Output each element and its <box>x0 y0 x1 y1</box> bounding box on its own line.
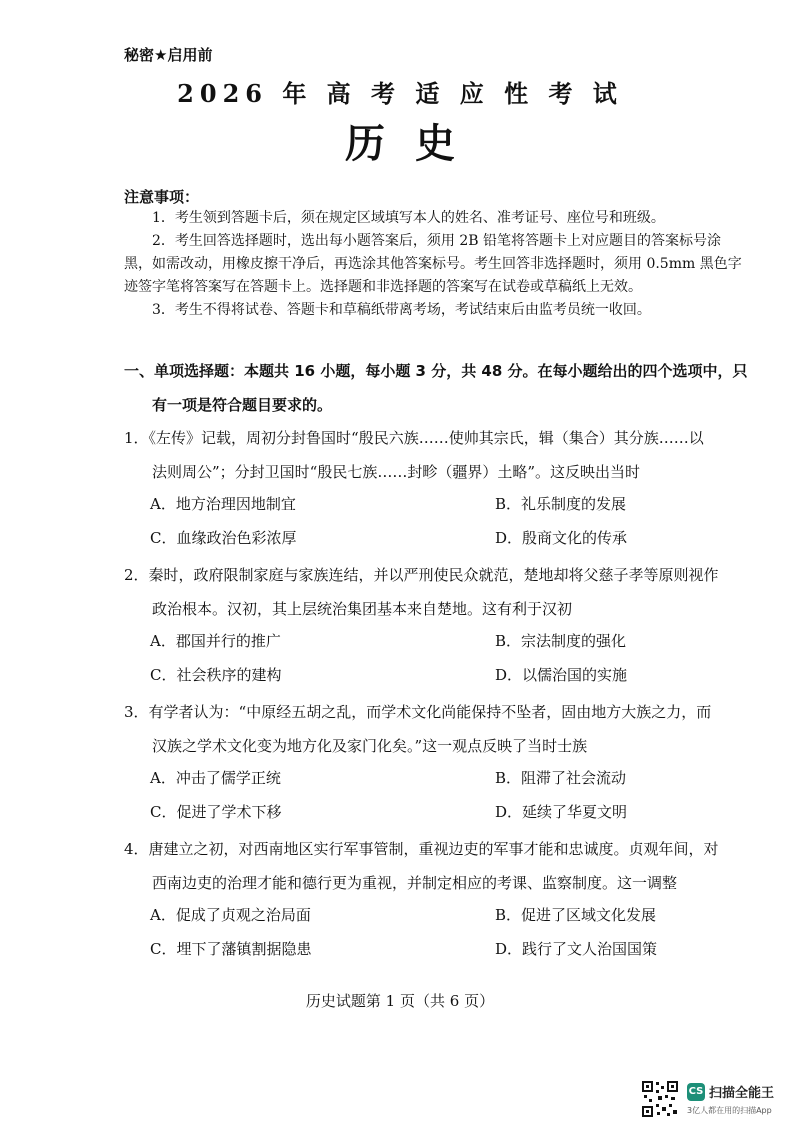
question-2-option-a: A．郡国并行的推广 <box>150 632 281 650</box>
question-2-option-c: C．社会秩序的建构 <box>150 666 282 684</box>
question-1-option-d: D．殷商文化的传承 <box>495 529 628 547</box>
question-2-stem <box>124 558 749 626</box>
question-2-stem-line2: 政治根本。汉初，其上层统治集团基本来自楚地。这有利于汉初 <box>152 600 573 618</box>
exam-title: 2026 年 高 考 适 应 性 考 试 <box>177 79 623 108</box>
section-heading-line1: 一、单项选择题：本题共 16 小题，每小题 3 分，共 48 分。在每小题给出的四个选项中，只 <box>124 362 748 380</box>
notice-item: 2．考生回答选择题时，选出每小题答案后，须用 2B 铅笔将答题卡上对应题目的答案标号涂黑，如需改动，用橡皮擦干净后，再选涂其他答案标号。考生回答非选择题时，须用 0.5mm 黑色字迹签字笔将答案写在答题卡上。选择题和非选择题的答案写在试卷或草稿纸上无效。 <box>124 233 742 295</box>
section-heading <box>124 354 749 422</box>
question-4-option-a: A．促成了贞观之治局面 <box>150 906 311 924</box>
question-1-option-a: A．地方治理因地制宜 <box>150 495 296 513</box>
question-1-stem-line2: 法则周公”；分封卫国时“殷民七族……封畛（疆界）土略”。这反映出当时 <box>152 463 641 481</box>
question-4-stem <box>124 832 749 900</box>
question-3-option-d: D．延续了华夏文明 <box>495 803 628 821</box>
section-heading-line2: 有一项是符合题目要求的。 <box>152 396 333 414</box>
question-3-option-a: A．冲击了儒学正统 <box>150 769 281 787</box>
question-3-option-c: C．促进了学术下移 <box>150 803 282 821</box>
qr-code-icon <box>641 1080 679 1118</box>
question-4-stem-line1: 4．唐建立之初，对西南地区实行军事管制，重视边吏的军事才能和忠诚度。贞观年间，对 <box>124 840 719 858</box>
question-1-option-b: B．礼乐制度的发展 <box>495 495 627 513</box>
question-4-stem-line2: 西南边吏的治理才能和德行更为重视，并制定相应的考课、监察制度。这一调整 <box>152 874 678 892</box>
question-1-stem <box>124 421 749 489</box>
question-4-option-b: B．促进了区域文化发展 <box>495 906 657 924</box>
subject-title: 历史 <box>345 120 485 167</box>
question-2-stem-line1: 2．秦时，政府限制家庭与家族连结，并以严刑使民众就范，楚地却将父慈子孝等原则视作 <box>124 566 719 584</box>
question-2-option-b: B．宗法制度的强化 <box>495 632 627 650</box>
confidential-label: 秘密★启用前 <box>124 46 213 64</box>
question-3-stem-line1: 3．有学者认为：“中原经五胡之乱，而学术文化尚能保持不坠者，固由地方大族之力，而 <box>124 703 712 721</box>
question-1-option-c: C．血缘政治色彩浓厚 <box>150 529 297 547</box>
notice-item: 1．考生领到答题卡后，须在规定区域填写本人的姓名、准考证号、座位号和班级。 <box>152 210 665 226</box>
question-4-option-c: C．埋下了藩镇割据隐患 <box>150 940 312 958</box>
question-3-stem-line2: 汉族之学术文化变为地方化及家门化矣。”这一观点反映了当时士族 <box>152 737 588 755</box>
question-2-option-d: D．以儒治国的实施 <box>495 666 628 684</box>
scanner-logo-icon: CS <box>687 1083 705 1101</box>
question-4-option-d: D．践行了文人治国国策 <box>495 940 658 958</box>
scanner-app-name: 扫描全能王 <box>709 1086 775 1101</box>
notice-heading: 注意事项： <box>124 188 200 206</box>
question-1-stem-line1: 1．《左传》记载，周初分封鲁国时“殷民六族……使帅其宗氏，辑（集合）其分族……以 <box>124 429 704 447</box>
question-3-option-b: B．阻滞了社会流动 <box>495 769 627 787</box>
notice-item: 3．考生不得将试卷、答题卡和草稿纸带离考场，考试结束后由监考员统一收回。 <box>152 302 651 318</box>
question-3-stem <box>124 695 749 763</box>
scanner-slogan: 3亿人都在用的扫描App <box>687 1106 772 1115</box>
page-footer: 历史试题第 1 页（共 6 页） <box>305 992 495 1010</box>
